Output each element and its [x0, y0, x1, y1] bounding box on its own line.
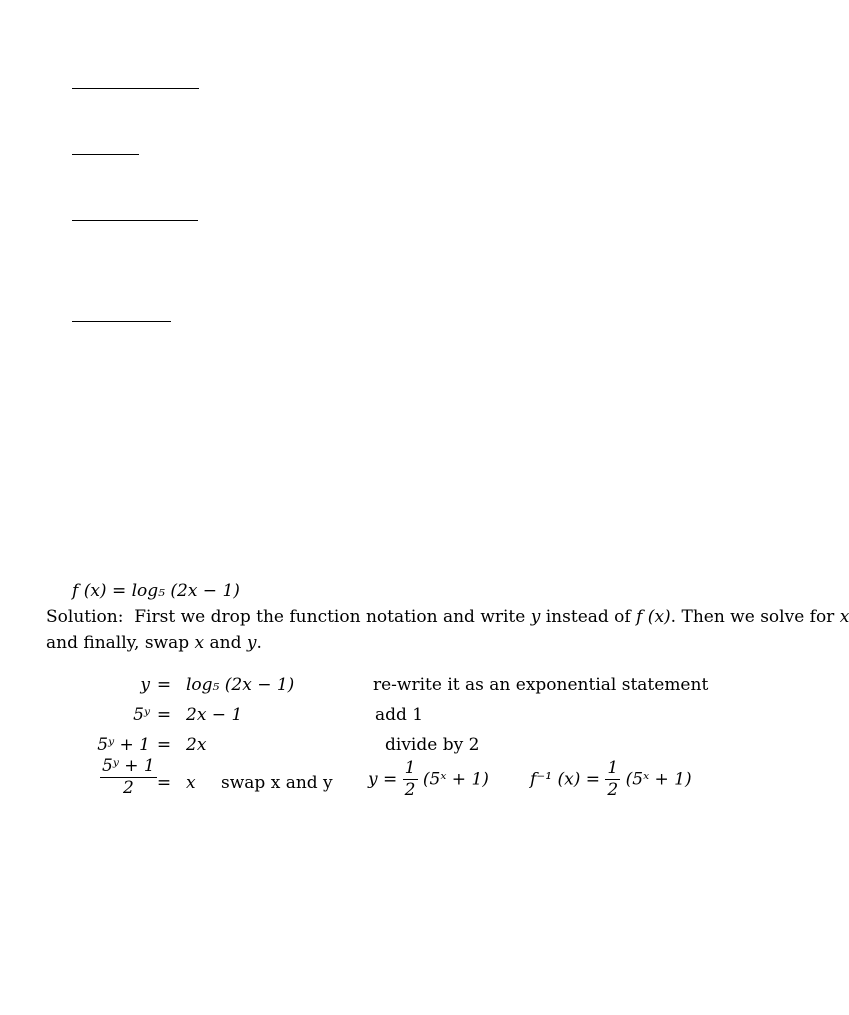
fraction-numerator: 1 [404, 758, 416, 778]
fraction-denominator: 2 [404, 780, 416, 800]
problem-statement: f (x) = log₅ (2x − 1) [72, 581, 240, 601]
inverse-lhs: f⁻¹ (x) = [530, 769, 600, 790]
swapped-fraction [403, 760, 418, 799]
solution-text: First we drop the function notation and write [134, 607, 531, 627]
step-lhs: 5ʸ + 1 [97, 735, 150, 755]
fraction-lhs [100, 758, 157, 797]
step-lhs: 5ʸ [133, 705, 150, 725]
answer-blank-3[interactable] [72, 220, 198, 221]
solution-text: . Then we solve for [670, 607, 840, 627]
answer-blank-2[interactable] [72, 154, 139, 155]
solution-paragraph [46, 606, 849, 654]
swapped-lhs: y = [368, 769, 398, 790]
solution-text: instead of [540, 607, 637, 627]
solution-line-2 [46, 632, 746, 654]
solution-line-1 [46, 606, 849, 628]
inverse-function [530, 760, 692, 799]
solution-text: and finally, swap [46, 633, 195, 653]
var-y: y [530, 607, 541, 627]
step-equals: = [156, 773, 172, 793]
fraction-denominator: 2 [122, 778, 134, 798]
step-rhs: x [186, 773, 196, 793]
solution-text: . [256, 633, 262, 653]
inverse-fraction [605, 760, 620, 799]
step-rhs: 2x − 1 [186, 705, 243, 725]
step-lhs: y [140, 675, 150, 695]
swapped-rest: (5ˣ + 1) [422, 769, 489, 790]
step-rhs: 2x [186, 735, 207, 755]
step-equals: = [156, 735, 172, 755]
swapped-equation [368, 760, 489, 799]
step-equals: = [156, 675, 172, 695]
step-rhs: log₅ (2x − 1) [186, 675, 295, 695]
step-note: divide by 2 [385, 735, 480, 755]
inverse-rest: (5ˣ + 1) [625, 769, 692, 790]
var-x: x [839, 607, 849, 627]
fraction-denominator: 2 [607, 780, 619, 800]
solution-label: Solution: [46, 607, 124, 627]
var-x: x [194, 633, 205, 653]
var-y: y [246, 633, 257, 653]
step-note: swap x and y [221, 773, 333, 793]
step-equals: = [156, 705, 172, 725]
fraction-numerator: 1 [607, 758, 619, 778]
fraction-numerator: 5ʸ + 1 [102, 756, 155, 776]
step-note: add 1 [375, 705, 424, 725]
solution-text: and [204, 633, 247, 653]
function-notation: f (x) [636, 607, 671, 627]
answer-blank-1[interactable] [72, 88, 199, 89]
step-note: re-write it as an exponential statement [373, 675, 709, 695]
answer-blank-4[interactable] [72, 321, 171, 322]
